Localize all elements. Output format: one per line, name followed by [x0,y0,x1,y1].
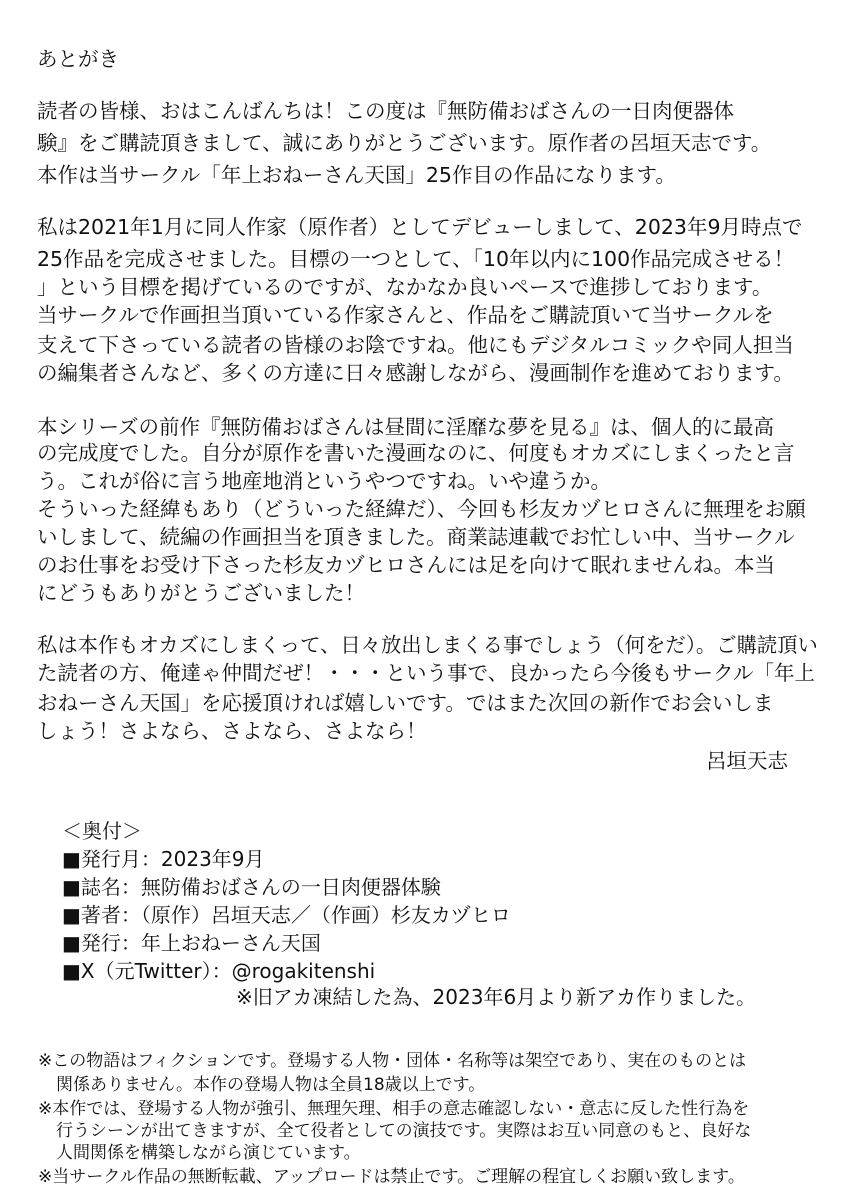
colophon-line: ■誌名：無防備おばさんの一日肉便器体験 [62,875,441,899]
note-line: 人間関係を構築しながら演じています。 [56,1143,361,1163]
note-line: ※当サークル作品の無断転載、アップロードは禁止です。ご理解の程宜しくお願い致します。 [38,1167,745,1187]
paragraph-line: 本作は当サークル「年上おねーさん天国」25作目の作品になります。 [37,163,676,187]
paragraph-line: の完成度でした。自分が原作を書いた漫画なのに、何度もオカズにしまくったと言 [37,441,795,465]
note-line: ※この物語はフィクションです。登場する人物・団体・名称等は架空であり、実在のものとは [38,1051,747,1071]
paragraph-line: 当サークルで作画担当頂いている作家さんと、作品をご購読頂いて当サークルを [37,303,774,327]
paragraph-line: 私は2021年1月に同人作家（原作者）としてデビューしまして、2023年9月時点で [37,215,803,239]
colophon-line: ■発行月：2023年9月 [62,847,265,871]
note-line: ※本作では、登場する人物が強引、無理矢理、相手の意志確認しない・意志に反した性行為を [38,1099,750,1119]
paragraph-line: 25作品を完成させました。目標の一つとして、「10年以内に100作品完成させる！ [37,247,795,271]
author-signature: 呂垣天志 [706,749,788,773]
colophon-line: ■X（元Twitter）：@rogakitenshi [62,959,376,983]
paragraph-line: の編集者さんなど、多くの方達に日々感謝しながら、漫画制作を進めております。 [37,361,794,385]
colophon-heading: ＜奥付＞ [62,819,142,843]
paragraph-line: そういった経緯もあり（どういった経緯だ）、今回も杉友カヅヒロさんに無理をお願 [37,497,806,521]
paragraph-line: のお仕事をお受け下さった杉友カヅヒロさんには足を向けて眠れませんね。本当 [37,553,775,577]
paragraph-line: 読者の皆様、おはこんばんちは！この度は『無防備おばさんの一日肉便器体 [37,99,734,123]
colophon-note: ※旧アカ凍結した為、2023年6月より新アカ作りました。 [236,985,756,1009]
note-line: 行うシーンが出てきますが、全て役者としての演技です。実際はお互い同意のもと、良好な [56,1121,752,1141]
paragraph-line: 私は本作もオカズにしまくって、日々放出しまくる事でしょう（何をだ）。ご購読頂い [37,633,818,657]
paragraph-line: しょう！さよなら、さよなら、さよなら！ [37,719,427,743]
paragraph-line: おねーさん天国」を応援頂ければ嬉しいです。ではまた次回の新作でお会いしま [37,691,774,715]
paragraph-line: いしまして、続編の作画担当を頂きました。商業誌連載でお忙しい中、当サークル [37,525,795,549]
paragraph-line: にどうもありがとうございました！ [37,581,365,605]
paragraph-line: う。これが俗に言う地産地消というやつですね。いや違うか。 [37,469,611,493]
afterword-title: あとがき [37,47,119,71]
paragraph-line: 験』をご購読頂きまして、誠にありがとうございます。原作者の呂垣天志です。 [37,131,772,155]
paragraph-line: た読者の方、俺達ゃ仲間だぜ！・・・という事で、良かったら今後もサークル「年上 [37,661,815,685]
colophon-line: ■著者：（原作）呂垣天志／（作画）杉友カヅヒロ [62,903,511,927]
colophon-line: ■発行：年上おねーさん天国 [62,931,321,955]
note-line: 関係ありません。本作の登場人物は全員18歳以上です。 [56,1075,486,1095]
paragraph-line: 支えて下さっている読者の皆様のお陰ですね。他にもデジタルコミックや同人担当 [37,333,794,357]
paragraph-line: 本シリーズの前作『無防備おばさんは昼間に淫靡な夢を見る』は、個人的に最高 [37,415,774,439]
paragraph-line: 」という目標を掲げているのですが、なかなか良いペースで進捗しております。 [37,275,773,299]
